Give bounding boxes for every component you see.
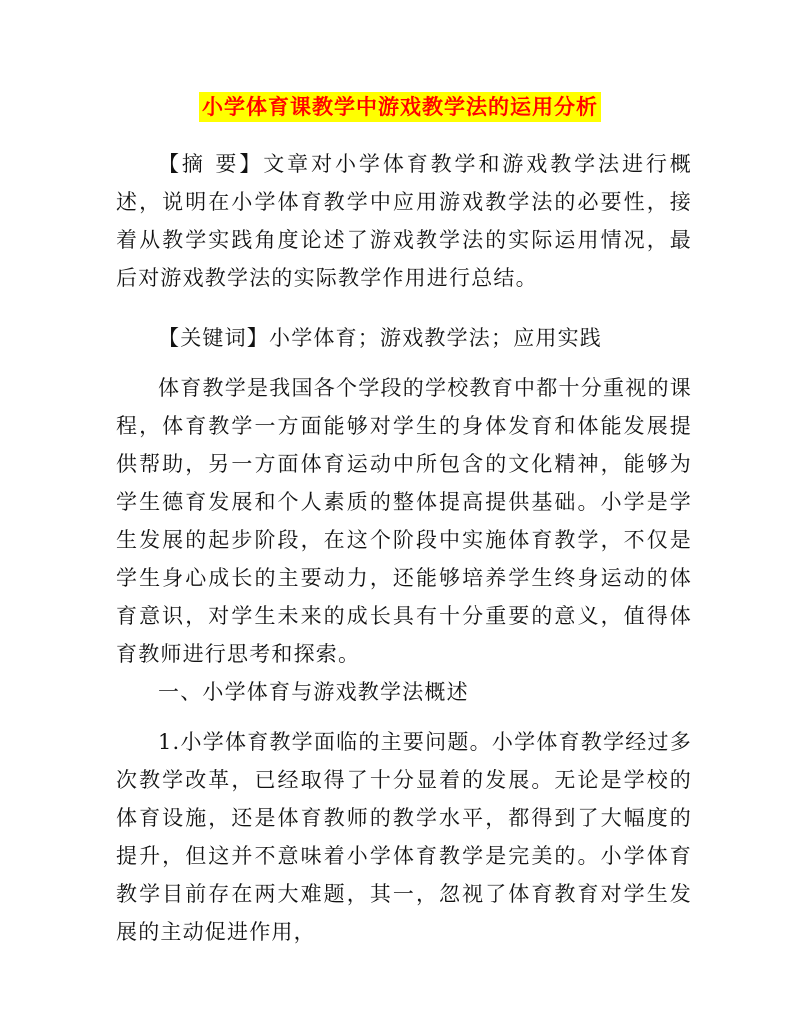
section-heading-1: 一、小学体育与游戏教学法概述 bbox=[158, 680, 469, 704]
title-container bbox=[0, 92, 800, 122]
keywords-paragraph: 【关键词】小学体育；游戏教学法；应用实践 bbox=[158, 326, 602, 350]
body-paragraph-1: 体育教学是我国各个学段的学校教育中都十分重视的课程，体育教学一方面能够对学生的身体发育和体能发展提供帮助，另一方面体育运动中所包含的文化精神，能够为学生德育发展和个人素质的整体提高提供基础。小学是学生发展的起步阶段，在这个阶段中实施体育教学，不仅是学生身心成长的主要动力，还能够培养学生终身运动的体育意识，对学生未来的成长具有十分重要的意义，值得体育教师进行思考和探索。 bbox=[116, 376, 692, 666]
document-title: 小学体育课教学中游戏教学法的运用分析 bbox=[199, 92, 601, 122]
abstract-paragraph: 【摘 要】文章对小学体育教学和游戏教学法进行概述，说明在小学体育教学中应用游戏教学法的必要性，接着从教学实践角度论述了游戏教学法的实际运用情况，最后对游戏教学法的实际教学作用进行总结。 bbox=[116, 152, 692, 290]
body-paragraph-2: 1.小学体育教学面临的主要问题。小学体育教学经过多次教学改革，已经取得了十分显着的发展。无论是学校的体育设施，还是体育教师的教学水平，都得到了大幅度的提升，但这并不意味着小学体育教学是完美的。小学体育教学目前存在两大难题，其一，忽视了体育教育对学生发展的主动促进作用， bbox=[116, 730, 692, 944]
